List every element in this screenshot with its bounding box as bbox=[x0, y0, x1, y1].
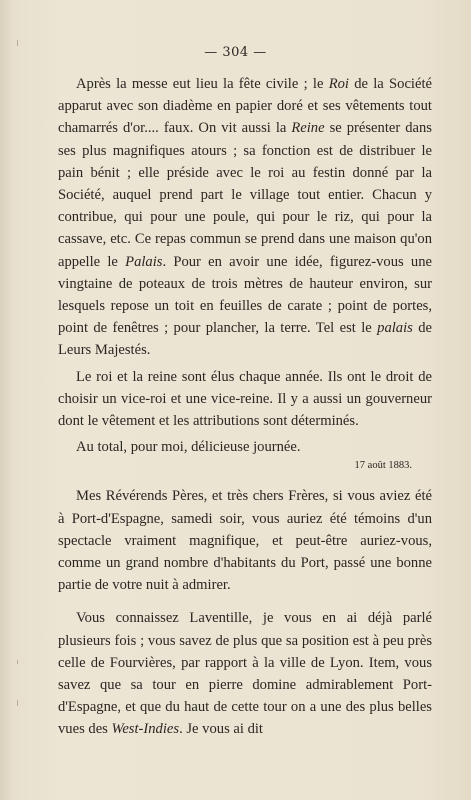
italic-word: Roi bbox=[328, 76, 349, 92]
italic-word: Palais bbox=[125, 253, 163, 270]
body-text bbox=[58, 73, 432, 741]
text-run: se présenter dans ses plus magnifiques atours ; sa fonction est de distribuer le pain bénit ; elle préside avec le roi au festin donné par la Société, auquel prend part le village tout entier. Chacun y contribue, qui pour une poule, qui pour le riz, qui pour la cassave, etc. Ce repas commun se prend dans une maison qu'on appelle le bbox=[58, 120, 432, 270]
text-block-after-date bbox=[58, 485, 432, 740]
text-run: Vous connaissez Laventille, je vous en ai déjà parlé plusieurs fois ; vous savez de plus que sa position est à peu près celle de Fourvières, par rapport à la ville de Lyon. Item, vous savez que sa tour en pierre domine admirablement Port-d'Espagne, et que du haut de cette tour on a une des plus belles vues des bbox=[58, 610, 432, 738]
dateline: 17 août 1883. bbox=[354, 460, 412, 472]
gutter-line bbox=[17, 700, 18, 706]
paragraph bbox=[58, 607, 432, 740]
italic-word: Reine bbox=[291, 120, 325, 137]
text-run: Mes Révérends Pères, et très chers Frères, si vous aviez été à Port-d'Espagne, samedi soir, vous auriez été témoins d'un spectacle vraiment magnifique, et peut-être auriez-vous, comme un grand nombre d'habitants du Port, passé une bonne partie de votre nuit à admirer. bbox=[58, 488, 432, 594]
text-run: Le roi et la reine sont élus chaque année. Ils ont le droit de choisir un vice-roi et une vice-reine. Il y a aussi un gouverneur dont le vêtement et les attributions sont déterminés. bbox=[58, 368, 432, 430]
paragraph bbox=[58, 73, 432, 362]
paragraph bbox=[58, 436, 432, 458]
text-run: de Leurs Majestés. bbox=[58, 320, 432, 359]
italic-word: palais bbox=[377, 320, 413, 337]
italic-word: West-Indies bbox=[111, 721, 180, 738]
text-run: . Je vous ai dit bbox=[179, 721, 263, 738]
gutter-line bbox=[17, 660, 18, 664]
text-run: Après la messe eut lieu la fête civile ; le bbox=[76, 76, 329, 92]
text-run: Au total, pour moi, délicieuse journée. bbox=[76, 439, 301, 456]
page-number: — 304 — bbox=[204, 45, 267, 60]
text-run: de la Société apparut avec son diadème en papier doré et ses vêtements tout chamarrés d'or.... faux. On vit aussi la bbox=[58, 76, 432, 137]
paragraph bbox=[58, 366, 432, 433]
text-block-before-date bbox=[58, 73, 432, 458]
paragraph bbox=[58, 485, 432, 596]
text-run: . Pour en avoir une idée, figurez-vous une vingtaine de poteaux de trois mètres de hauteur environ, sur lesquels repose un toit en feuilles de carate ; point de portes, point de fenêtres ; pour plancher, la terre. Tel est le bbox=[58, 253, 432, 337]
